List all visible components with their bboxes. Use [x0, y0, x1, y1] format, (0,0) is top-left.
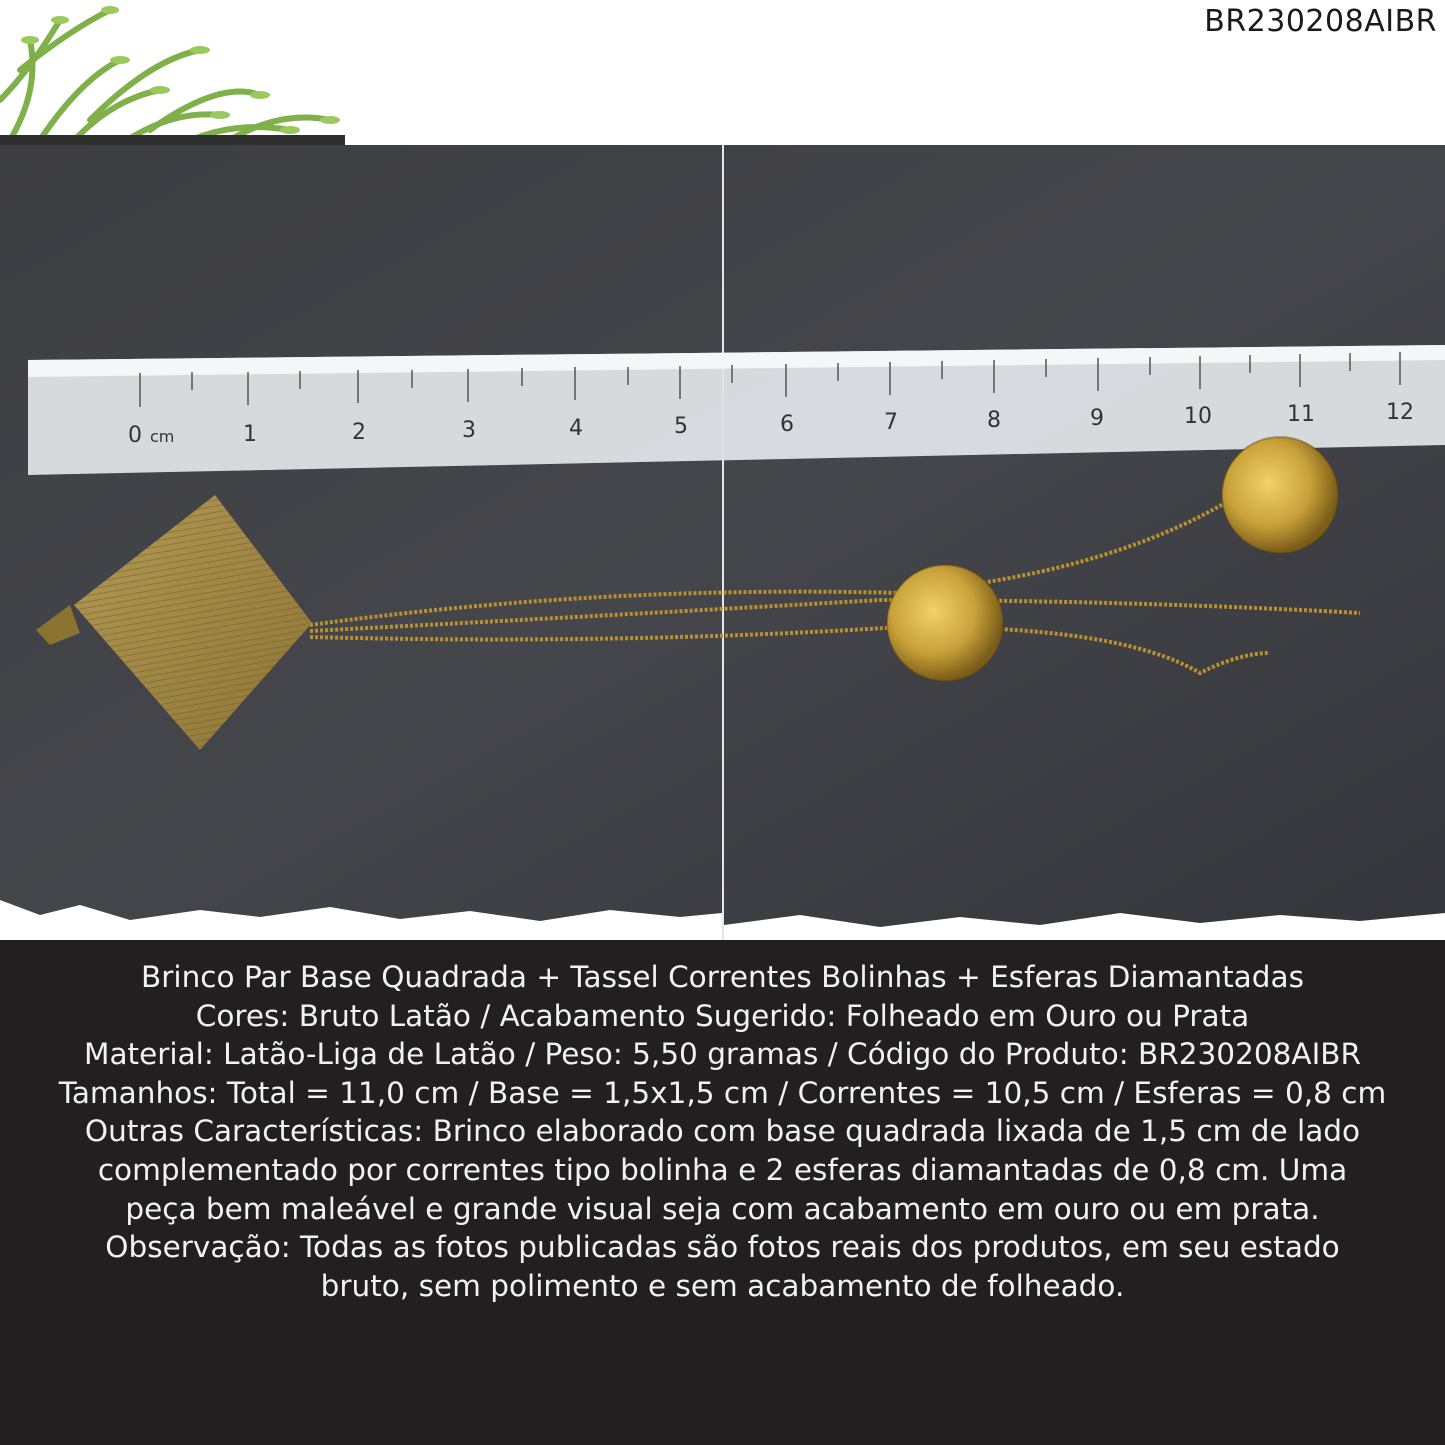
ruler-label-6: 6	[780, 412, 794, 437]
ruler-label-10: 10	[1184, 404, 1212, 429]
top-banner	[0, 0, 1445, 145]
ruler-label-8: 8	[987, 408, 1001, 433]
description-sizes: Tamanhos: Total = 11,0 cm / Base = 1,5x1,5 cm / Correntes = 10,5 cm / Esferas = 0,8 cm	[58, 1075, 1387, 1110]
ruler-label-4: 4	[569, 416, 583, 441]
ruler-label-12: 12	[1386, 400, 1414, 425]
description-features-3: peça bem maleável e grande visual seja com acabamento em ouro ou em prata.	[125, 1191, 1320, 1226]
description-material: Material: Latão-Liga de Latão / Peso: 5,50 gramas / Código do Produto: BR230208AIBR	[84, 1037, 1361, 1072]
ruler-label-7: 7	[884, 410, 898, 435]
ruler-label-1: 1	[243, 422, 257, 447]
description-colors: Cores: Bruto Latão / Acabamento Sugerido: Folheado em Ouro ou Prata	[195, 998, 1250, 1033]
description-features-2: complementado por correntes tipo bolinha e 2 esferas diamantadas de 0,8 cm. Uma	[97, 1152, 1348, 1187]
ruler-label-5: 5	[674, 414, 688, 439]
diamond-sphere-2	[887, 565, 1003, 681]
description-title: Brinco Par Base Quadrada + Tassel Correntes Bolinhas + Esferas Diamantadas	[141, 960, 1304, 994]
ruler-label-9: 9	[1090, 406, 1104, 431]
diamond-sphere-1	[1222, 437, 1338, 553]
product-photo	[0, 145, 1445, 940]
product-description-panel	[0, 940, 1445, 1445]
plant-decoration	[0, 0, 345, 145]
ruler-label-11: 11	[1287, 402, 1315, 427]
description-note-2: bruto, sem polimento e sem acabamento de folheado.	[320, 1268, 1125, 1303]
ruler-unit: cm	[150, 427, 175, 446]
ruler-label-0: 0	[128, 423, 142, 448]
ruler-label-2: 2	[352, 420, 366, 445]
description-features-1: Outras Características: Brinco elaborado com base quadrada lixada de 1,5 cm de lado	[84, 1114, 1361, 1149]
product-code: BR230208AIBR	[1204, 4, 1437, 39]
description-note-1: Observação: Todas as fotos publicadas são fotos reais dos produtos, em seu estado	[105, 1230, 1340, 1265]
ruler-label-3: 3	[462, 418, 476, 443]
